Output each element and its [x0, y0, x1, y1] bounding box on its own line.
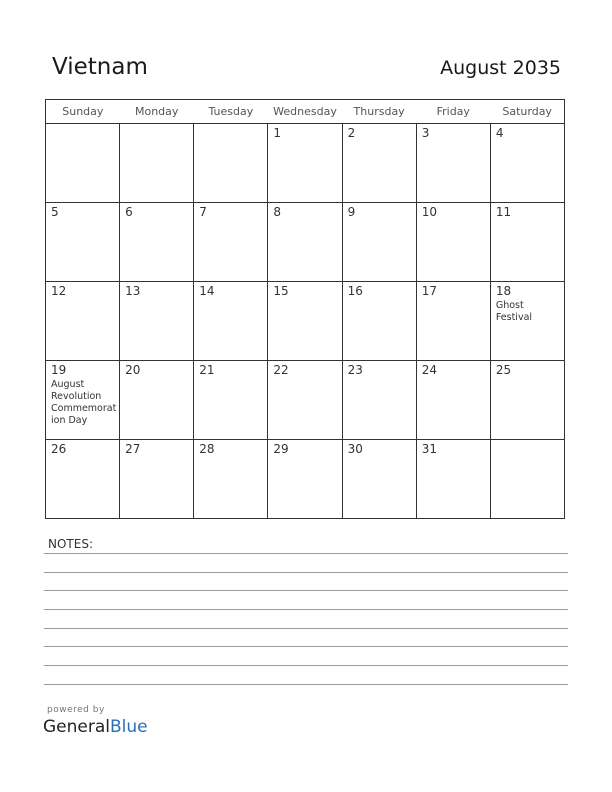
weekday-header: Monday [120, 100, 194, 124]
day-number: 11 [495, 205, 512, 219]
day-cell [46, 124, 120, 203]
day-cell [490, 282, 564, 361]
day-cell [490, 361, 564, 440]
day-number: 17 [421, 284, 437, 298]
week-row [46, 124, 565, 203]
weekday-header: Thursday [342, 100, 416, 124]
day-number: 22 [273, 363, 289, 377]
day-cell [342, 440, 416, 519]
day-cell [120, 203, 194, 282]
country-title: Vietnam [52, 54, 148, 80]
day-number: 26 [51, 442, 67, 456]
day-number: 29 [273, 442, 289, 456]
day-number: 31 [421, 442, 437, 456]
note-line [44, 665, 568, 666]
day-number: 6 [125, 205, 133, 219]
day-cell [342, 361, 416, 440]
day-cell [342, 124, 416, 203]
day-cell [120, 361, 194, 440]
day-cell [416, 361, 490, 440]
weekday-header: Sunday [46, 100, 120, 124]
day-number: 25 [495, 363, 512, 377]
day-number: 19 [51, 363, 67, 377]
day-cell [416, 203, 490, 282]
day-number: 5 [51, 205, 59, 219]
notes-label: NOTES: [48, 537, 93, 551]
day-cell [194, 124, 268, 203]
weekday-header: Saturday [490, 100, 564, 124]
day-cell [416, 440, 490, 519]
day-number: 2 [347, 126, 356, 140]
day-number: 16 [347, 284, 363, 298]
day-cell [194, 203, 268, 282]
holiday-label: August Revolution Commemoration Day [51, 379, 117, 426]
day-cell [120, 282, 194, 361]
note-line [44, 590, 568, 591]
day-cell [46, 203, 120, 282]
day-number: 24 [421, 363, 437, 377]
holiday-label: Ghost Festival [495, 300, 533, 323]
day-cell [268, 203, 342, 282]
brand-general: General [43, 717, 110, 737]
day-number: 3 [421, 126, 430, 140]
day-number: 20 [125, 363, 141, 377]
day-cell [268, 124, 342, 203]
brand-logo [43, 717, 148, 737]
day-cell [120, 440, 194, 519]
powered-by-text: powered by [47, 705, 105, 715]
day-cell [416, 282, 490, 361]
weekday-header: Friday [416, 100, 490, 124]
note-line [44, 553, 568, 554]
week-row [46, 440, 565, 519]
day-number: 30 [347, 442, 363, 456]
day-cell [194, 440, 268, 519]
day-cell [120, 124, 194, 203]
month-title: August 2035 [440, 57, 561, 79]
day-cell [268, 440, 342, 519]
day-cell [46, 282, 120, 361]
day-cell [416, 124, 490, 203]
day-cell [490, 124, 564, 203]
note-line [44, 572, 568, 573]
day-cell [268, 282, 342, 361]
day-number: 1 [273, 126, 282, 140]
day-number: 7 [199, 205, 207, 219]
day-number: 13 [125, 284, 141, 298]
day-number: 18 [495, 284, 512, 298]
day-cell [268, 361, 342, 440]
note-line [44, 609, 568, 610]
week-row [46, 361, 565, 440]
day-cell [46, 361, 120, 440]
day-cell [46, 440, 120, 519]
day-cell [490, 440, 564, 519]
day-cell [342, 203, 416, 282]
day-number: 21 [199, 363, 215, 377]
weekday-header: Wednesday [268, 100, 342, 124]
day-number: 4 [495, 126, 504, 140]
day-cell [490, 203, 564, 282]
day-cell [194, 361, 268, 440]
day-number: 8 [273, 205, 282, 219]
week-row [46, 203, 565, 282]
brand-blue: Blue [110, 717, 148, 737]
day-cell [194, 282, 268, 361]
day-number: 9 [347, 205, 356, 219]
day-number: 14 [199, 284, 215, 298]
day-number: 15 [273, 284, 289, 298]
day-number: 12 [51, 284, 67, 298]
day-number: 28 [199, 442, 215, 456]
day-number: 27 [125, 442, 141, 456]
weekday-header-row [46, 100, 565, 124]
note-line [44, 646, 568, 647]
note-line [44, 628, 568, 629]
day-cell [342, 282, 416, 361]
day-number: 10 [421, 205, 437, 219]
calendar-grid [45, 99, 565, 519]
day-number: 23 [347, 363, 363, 377]
note-line [44, 684, 568, 685]
weekday-header: Tuesday [194, 100, 268, 124]
week-row [46, 282, 565, 361]
